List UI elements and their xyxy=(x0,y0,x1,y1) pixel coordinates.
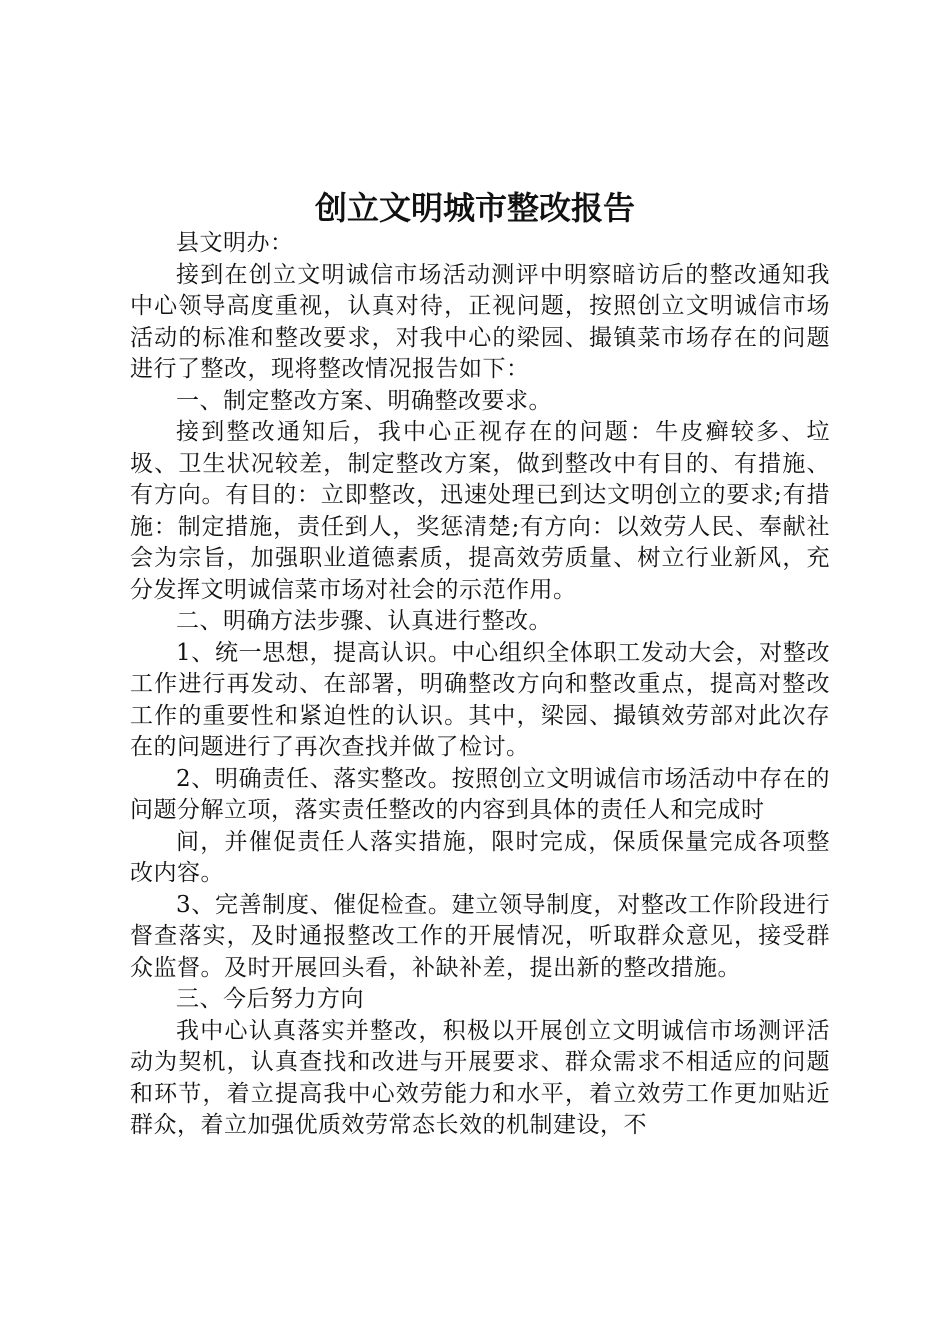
document-body xyxy=(130,228,830,1142)
body-paragraph: 间，并催促责任人落实措施，限时完成，保质保量完成各项整改内容。 xyxy=(130,828,830,886)
salutation: 县文明办： xyxy=(176,230,294,256)
section-heading: 一、制定整改方案、明确整改要求。 xyxy=(176,387,552,414)
section-heading: 三、今后努力方向 xyxy=(176,986,364,1012)
body-paragraph: 接到整改通知后，我中心正视存在的问题：牛皮癣较多、垃圾、卫生状况较差，制定整改方案，做到整改中有目的、有措施、有方向。有目的：立即整改，迅速处理已到达文明创立的要求;有措施：制定措施，责任到人，奖惩清楚;有方向：以效劳人民、奉献社会为宗旨，加强职业道德素质，提高效劳质量、树立行业新风，充分发挥文明诚信菜市场对社会的示范作用。 xyxy=(130,419,830,603)
section-heading: 二、明确方法步骤、认真进行整改。 xyxy=(176,608,552,634)
body-paragraph: 1、统一思想，提高认识。中心组织全体职工发动大会，对整改工作进行再发动、在部署，明确整改方向和整改重点，提高对整改工作的重要性和紧迫性的认识。其中，梁园、撮镇效劳部对此次存在的问题进行了再次查找并做了检讨。 xyxy=(130,639,830,760)
body-paragraph: 3、完善制度、催促检查。建立领导制度，对整改工作阶段进行督查落实，及时通报整改工作的开展情况，听取群众意见，接受群众监督。及时开展回头看，补缺补差，提出新的整改措施。 xyxy=(130,891,830,981)
body-paragraph: 2、明确责任、落实整改。按照创立文明诚信市场活动中存在的问题分解立项，落实责任整改的内容到具体的责任人和完成时 xyxy=(130,765,830,823)
body-paragraph: 接到在创立文明诚信市场活动测评中明察暗访后的整改通知我中心领导高度重视，认真对待，正视问题，按照创立文明诚信市场活动的标准和整改要求，对我中心的梁园、撮镇菜市场存在的问题进行了整改，现将整改情况报告如下： xyxy=(130,261,830,382)
document-title: 创立文明城市整改报告 xyxy=(314,189,635,227)
body-paragraph: 我中心认真落实并整改，积极以开展创立文明诚信市场测评活动为契机，认真查找和改进与开展要求、群众需求不相适应的问题和环节，着立提高我中心效劳能力和水平，着立效劳工作更加贴近群众，着立加强优质效劳常态长效的机制建设，不 xyxy=(130,1017,830,1138)
